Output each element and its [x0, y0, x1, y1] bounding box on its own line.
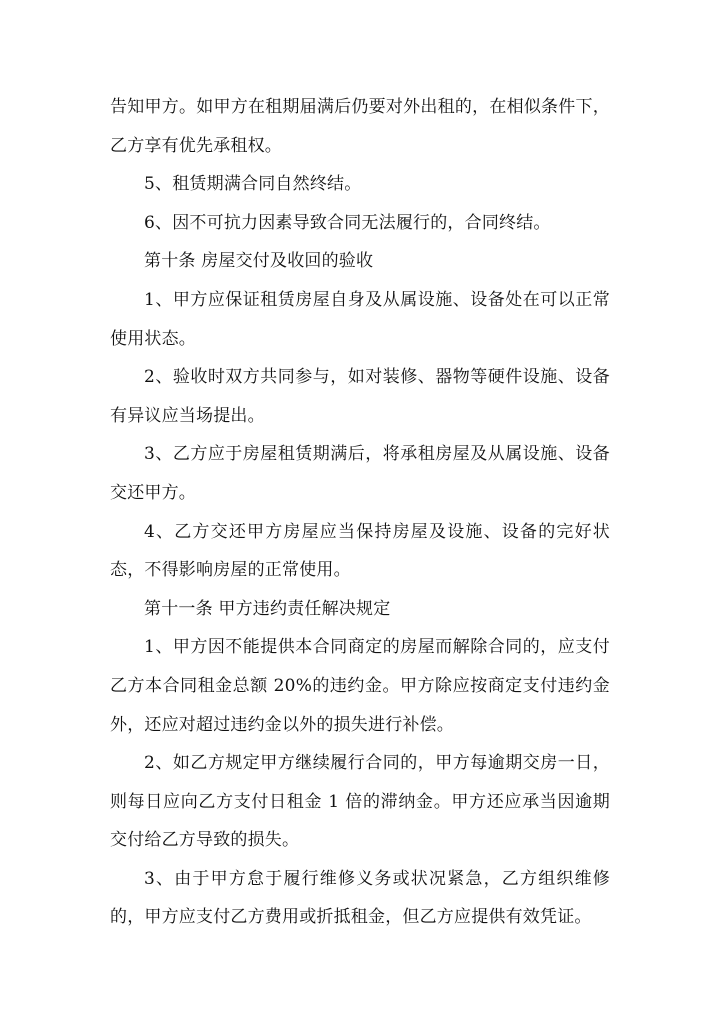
paragraph-article-11-item-1: 1、甲方因不能提供本合同商定的房屋而解除合同的，应支付乙方本合同租金总额 20%的违约金。甲方除应按商定支付违约金外，还应对超过违约金以外的损失进行补偿。: [110, 637, 610, 735]
paragraph-article-11-item-3: 3、由于甲方怠于履行维修义务或状况紧急，乙方组织维修的，甲方应支付乙方费用或折抵租金，但乙方应提供有效凭证。: [110, 868, 610, 928]
paragraph-clause-5: 5、租赁期满合同自然终结。: [144, 174, 362, 195]
paragraph-article-10-item-3: 3、乙方应于房屋租赁期满后，将承租房屋及从属设施、设备交还甲方。: [110, 444, 610, 503]
paragraph-clause-6: 6、因不可抗力因素导致合同无法履行的，合同终结。: [144, 212, 551, 233]
paragraph-article-10-item-4: 4、乙方交还甲方房屋应当保持房屋及设施、设备的完好状态，不得影响房屋的正常使用。: [110, 521, 610, 581]
paragraph-article-10-item-2: 2、验收时双方共同参与，如对装修、器物等硬件设施、设备有异议应当场提出。: [110, 367, 610, 426]
document-body: [110, 88, 610, 937]
paragraph-article-11-item-2: 2、如乙方规定甲方继续履行合同的，甲方每逾期交房一日，则每日应向乙方支付日租金 1 倍的滞纳金。甲方还应承当因逾期交付给乙方导致的损失。: [110, 753, 610, 851]
section-heading-article-10: 第十条 房屋交付及收回的验收: [144, 251, 374, 272]
section-heading-article-11: 第十一条 甲方违约责任解决规定: [144, 598, 391, 619]
paragraph-article-10-item-1: 1、甲方应保证租赁房屋自身及从属设施、设备处在可以正常使用状态。: [110, 289, 610, 349]
paragraph-continuation: 告知甲方。如甲方在租期届满后仍要对外出租的，在相似条件下，乙方享有优先承租权。: [110, 97, 610, 156]
